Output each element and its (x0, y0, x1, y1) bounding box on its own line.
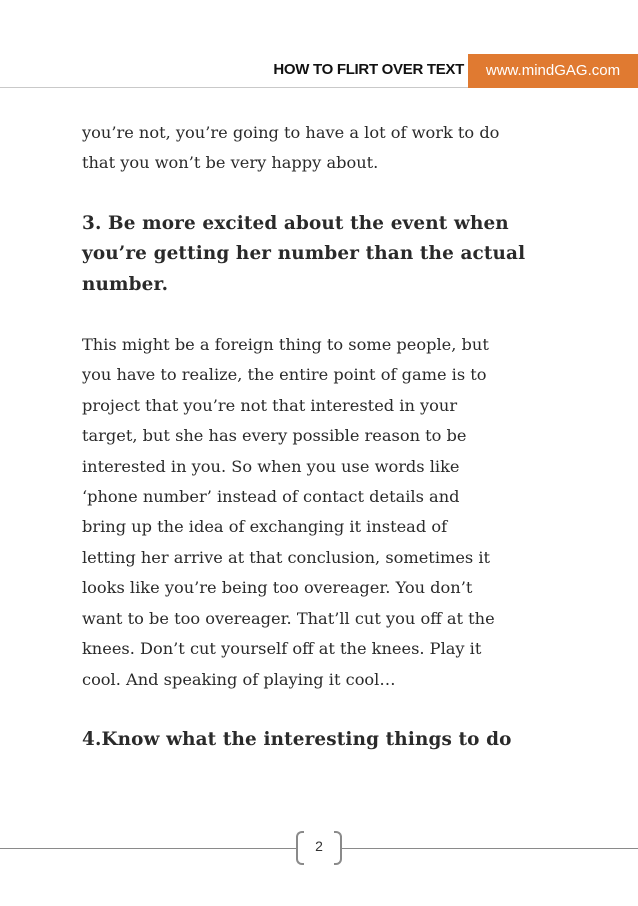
text-line: This might be a foreign thing to some people, but (82, 335, 489, 355)
website-badge: www.mindGAG.com (468, 54, 638, 88)
heading-line: 3. Be more excited about the event when (82, 212, 509, 234)
right-bracket-icon (334, 831, 342, 865)
text-line: ‘phone number’ instead of contact details and (82, 487, 460, 507)
text-line: want to be too overeager. That’ll cut you off at the (82, 608, 495, 628)
text-line: bring up the idea of exchanging it instead of (82, 517, 448, 537)
text-line: you’re not, you’re going to have a lot of work to do (82, 123, 500, 142)
text-line: knees. Don’t cut yourself off at the knees. Play it (82, 639, 482, 659)
heading-line: number. (82, 273, 169, 295)
section-heading-4: 4.Know what the interesting things to do (82, 728, 512, 750)
text-line: cool. And speaking of playing it cool… (82, 669, 396, 689)
page-number: 2 (315, 838, 323, 854)
text-line: looks like you’re being too overeager. You don’t (82, 578, 473, 598)
header-divider (0, 87, 468, 88)
left-bracket-icon (296, 831, 304, 865)
text-line: that you won’t be very happy about. (82, 153, 379, 173)
document-title: HOW TO FLIRT OVER TEXT (273, 61, 464, 78)
section-heading-3 (82, 209, 562, 300)
footer-divider-right (342, 848, 638, 849)
intro-paragraph (82, 118, 562, 179)
heading-line: you’re getting her number than the actual (82, 243, 526, 265)
page-content (82, 118, 562, 755)
footer-divider-left (0, 848, 296, 849)
text-line: target, but she has every possible reason to be (82, 426, 467, 446)
text-line: you have to realize, the entire point of game is to (82, 365, 487, 385)
page-header (0, 54, 638, 88)
page-footer (0, 828, 638, 868)
text-line: project that you’re not that interested in your (82, 395, 458, 415)
text-line: interested in you. So when you use words like (82, 456, 460, 476)
text-line: letting her arrive at that conclusion, sometimes it (82, 547, 491, 567)
main-paragraph (82, 330, 562, 695)
